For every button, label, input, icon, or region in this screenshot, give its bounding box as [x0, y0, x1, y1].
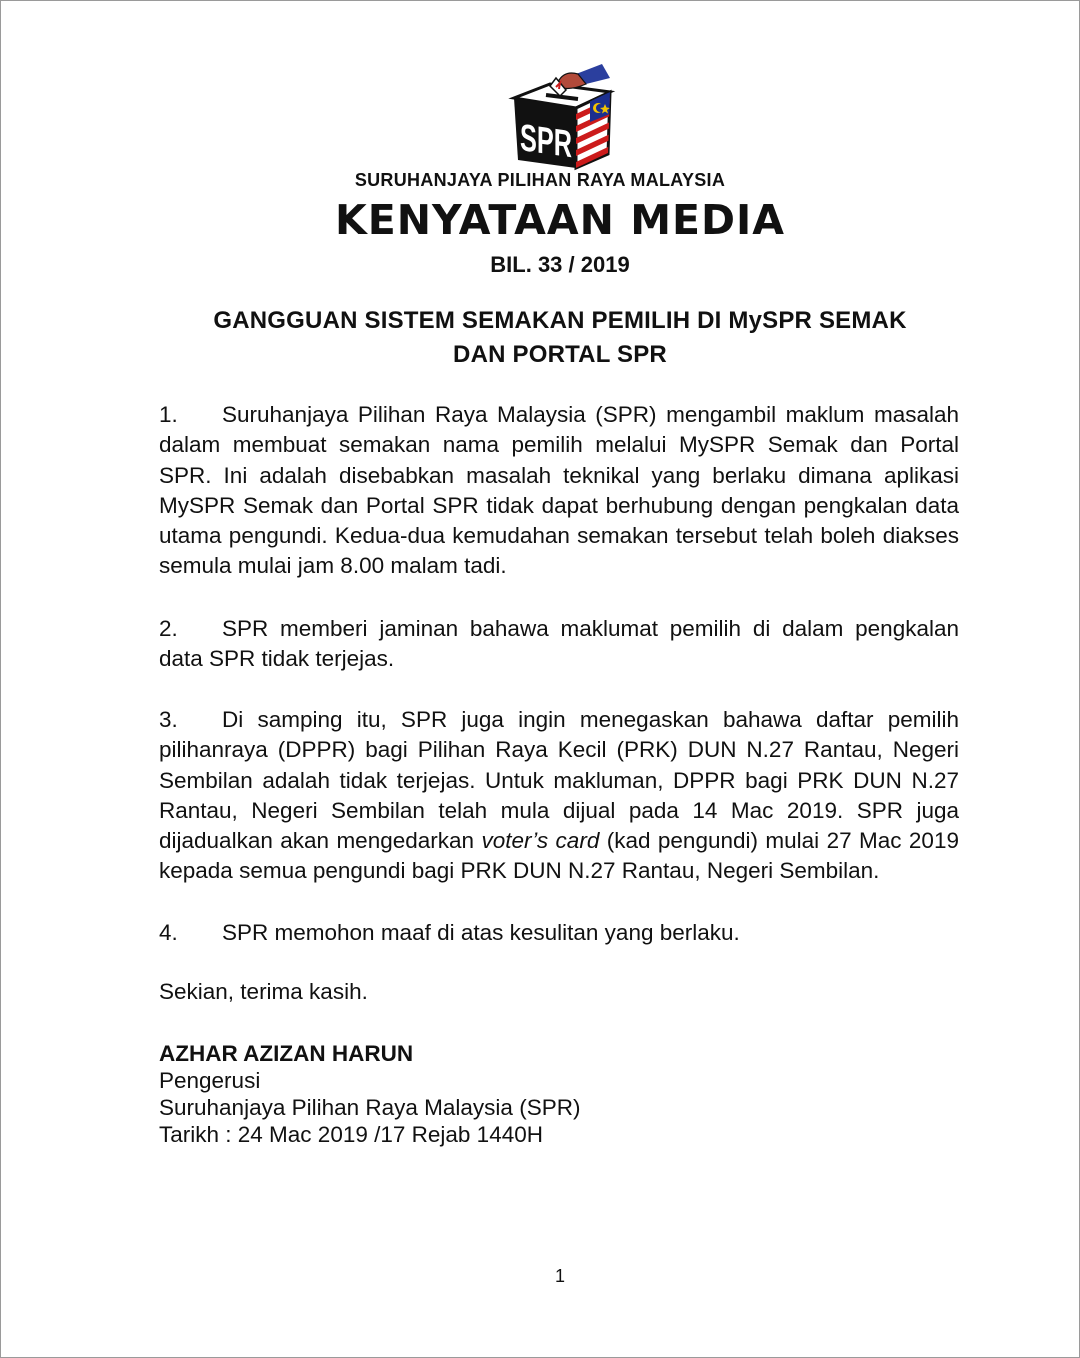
- paragraph-number: 1.: [159, 402, 178, 427]
- paragraph-text-before: Di samping itu, SPR juga ingin menegaskan bahawa daftar pemilih pilihanraya (DPPR) bagi Pilihan Raya Kecil (PRK) DUN N.27 Rantau, Negeri Sembilan adalah tidak terjejas. Untuk makluman, DPPR bagi PRK DUN N.27 Rantau, Negeri Sembilan telah mula dijual pada 14 Mac 2019. SPR juga dijadualkan akan mengedarkan: [159, 707, 959, 854]
- paragraph-number: 2.: [159, 616, 178, 641]
- paragraph-text-after: (kad pengundi) mulai 27 Mac 2019 kepada semua pengundi bagi PRK DUN N.27 Rantau, Negeri Sembilan.: [159, 828, 959, 884]
- paragraph-3: [159, 705, 959, 887]
- heading-line-2: DAN PORTAL SPR: [453, 341, 667, 368]
- signatory-name: AZHAR AZIZAN HARUN: [159, 1041, 414, 1066]
- paragraph-number: 4.: [159, 920, 178, 945]
- paragraph-number: 3.: [159, 707, 178, 732]
- spr-ballot-box-logo: [506, 60, 622, 172]
- statement-date: Tarikh : 24 Mac 2019 /17 Rejab 1440H: [159, 1122, 543, 1147]
- paragraph-text: SPR memberi jaminan bahawa maklumat pemilih di dalam pengkalan data SPR tidak terjejas.: [159, 616, 959, 672]
- document-title: KENYATAAN MEDIA: [334, 196, 786, 244]
- paragraph-text-italic: voter’s card: [481, 828, 600, 854]
- paragraph-4: [159, 918, 959, 948]
- closing-remark: Sekian, terima kasih.: [159, 979, 368, 1004]
- signature-block: [159, 1040, 580, 1148]
- logo-spr-text: SPR: [520, 116, 599, 170]
- signatory-organization: Suruhanjaya Pilihan Raya Malaysia (SPR): [159, 1095, 581, 1120]
- organization-name: SURUHANJAYA PILIHAN RAYA MALAYSIA: [354, 170, 726, 190]
- signatory-position: Pengerusi: [159, 1068, 261, 1093]
- bulletin-number: BIL. 33 / 2019: [490, 252, 630, 277]
- statement-heading: [140, 304, 980, 372]
- paragraph-1: [159, 400, 959, 582]
- paragraph-2: [159, 614, 959, 675]
- page-number: 1: [554, 1266, 565, 1286]
- heading-line-1: GANGGUAN SISTEM SEMAKAN PEMILIH DI MySPR SEMAK: [213, 307, 907, 334]
- paragraph-text: Suruhanjaya Pilihan Raya Malaysia (SPR) mengambil maklum masalah dalam membuat semakan nama pemilih melalui MySPR Semak dan Portal SPR. Ini adalah disebabkan masalah teknikal yang berlaku dimana aplikasi MySPR Semak dan Portal SPR tidak dapat berhubung dengan pengkalan data utama pengundi. Kedua-dua kemudahan semakan tersebut telah boleh diakses semula mulai jam 8.00 malam tadi.: [159, 402, 959, 579]
- paragraph-text: SPR memohon maaf di atas kesulitan yang berlaku.: [222, 920, 740, 945]
